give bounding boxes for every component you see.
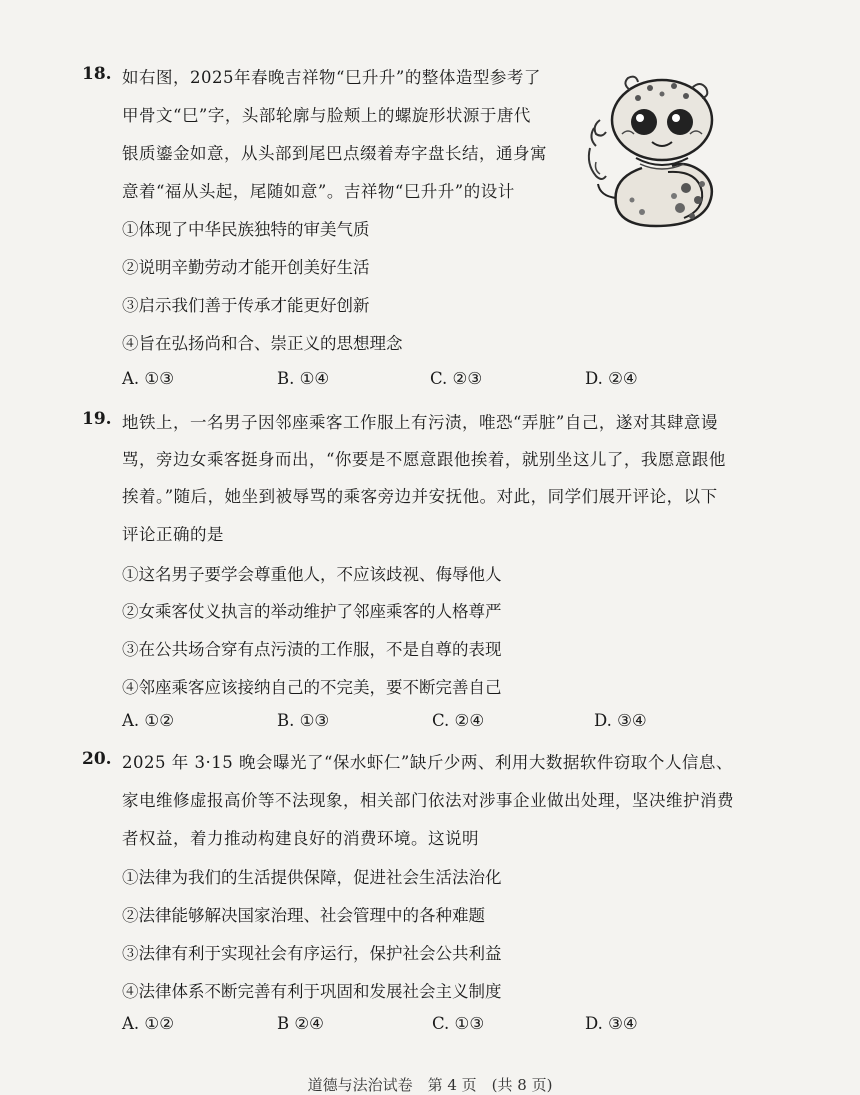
question-stem-line: 如右图，2025年春晚吉祥物“巳升升”的整体造型参考了 bbox=[122, 68, 541, 87]
question-number: 18. bbox=[82, 64, 112, 84]
choice-c: C. ②④ bbox=[432, 711, 485, 730]
choice-d: D. ②④ bbox=[585, 369, 638, 388]
question-stem-line: 地铁上，一名男子因邻座乘客工作服上有污渍，唯恐“弄脏”自己，遂对其肆意谩 bbox=[122, 413, 718, 432]
answer-choices bbox=[122, 711, 742, 735]
question-stem-line: 家电维修虚报高价等不法现象，相关部门依法对涉事企业做出处理，坚决维护消费 bbox=[122, 791, 734, 810]
question-stem-line: 骂，旁边女乘客挺身而出，“你要是不愿意跟他挨着，就别坐这儿了，我愿意跟他 bbox=[122, 450, 726, 469]
question-stem-line: 评论正确的是 bbox=[122, 525, 224, 544]
statement-option: ①法律为我们的生活提供保障，促进社会生活法治化 bbox=[122, 868, 502, 887]
question-number: 20. bbox=[82, 749, 112, 769]
statement-option: ③法律有利于实现社会有序运行，保护社会公共利益 bbox=[122, 944, 502, 963]
statement-option: ②说明辛勤劳动才能开创美好生活 bbox=[122, 258, 370, 277]
statement-option: ②法律能够解决国家治理、社会管理中的各种难题 bbox=[122, 906, 485, 925]
statement-option: ④旨在弘扬尚和合、崇正义的思想理念 bbox=[122, 334, 403, 353]
question-stem-line: 银质鎏金如意，从头部到尾巴点缀着寿字盘长结，通身寓 bbox=[122, 144, 547, 163]
question-stem-line: 者权益，着力推动构建良好的消费环境。这说明 bbox=[122, 829, 479, 848]
choice-b: B. ①④ bbox=[277, 369, 330, 388]
question-stem-line: 甲骨文“巳”字，头部轮廓与脸颊上的螺旋形状源于唐代 bbox=[122, 106, 531, 125]
statement-option: ③在公共场合穿有点污渍的工作服，不是自尊的表现 bbox=[122, 640, 502, 659]
statement-option: ③启示我们善于传承才能更好创新 bbox=[122, 296, 370, 315]
snake-mascot-illustration bbox=[582, 68, 732, 236]
choice-b: B. ①③ bbox=[277, 711, 330, 730]
question-stem-line: 挨着。”随后，她坐到被辱骂的乘客旁边并安抚他。对此，同学们展开评论，以下 bbox=[122, 487, 718, 506]
choice-a: A. ①② bbox=[122, 711, 174, 730]
statement-option: ④邻座乘客应该接纳自己的不完美，要不断完善自己 bbox=[122, 678, 502, 697]
answer-choices bbox=[122, 369, 742, 393]
choice-a: A. ①② bbox=[122, 1014, 174, 1033]
statement-option: ①体现了中华民族独特的审美气质 bbox=[122, 220, 370, 239]
answer-choices bbox=[122, 1014, 742, 1038]
choice-b: B ②④ bbox=[277, 1014, 324, 1033]
question-stem-line: 2025 年 3·15 晚会曝光了“保水虾仁”缺斤少两、利用大数据软件窃取个人信息、 bbox=[122, 753, 733, 772]
statement-option: ①这名男子要学会尊重他人，不应该歧视、侮辱他人 bbox=[122, 565, 502, 584]
choice-d: D. ③④ bbox=[594, 711, 647, 730]
page-footer: 道德与法治试卷 第 4 页 (共 8 页) bbox=[307, 1076, 553, 1094]
choice-a: A. ①③ bbox=[122, 369, 174, 388]
statement-option: ②女乘客仗义执言的举动维护了邻座乘客的人格尊严 bbox=[122, 602, 502, 621]
choice-c: C. ①③ bbox=[432, 1014, 485, 1033]
choice-d: D. ③④ bbox=[585, 1014, 638, 1033]
question-stem-line: 意着“福从头起，尾随如意”。吉祥物“巳升升”的设计 bbox=[122, 182, 515, 201]
question-number: 19. bbox=[82, 409, 112, 429]
choice-c: C. ②③ bbox=[430, 369, 483, 388]
statement-option: ④法律体系不断完善有利于巩固和发展社会主义制度 bbox=[122, 982, 502, 1001]
